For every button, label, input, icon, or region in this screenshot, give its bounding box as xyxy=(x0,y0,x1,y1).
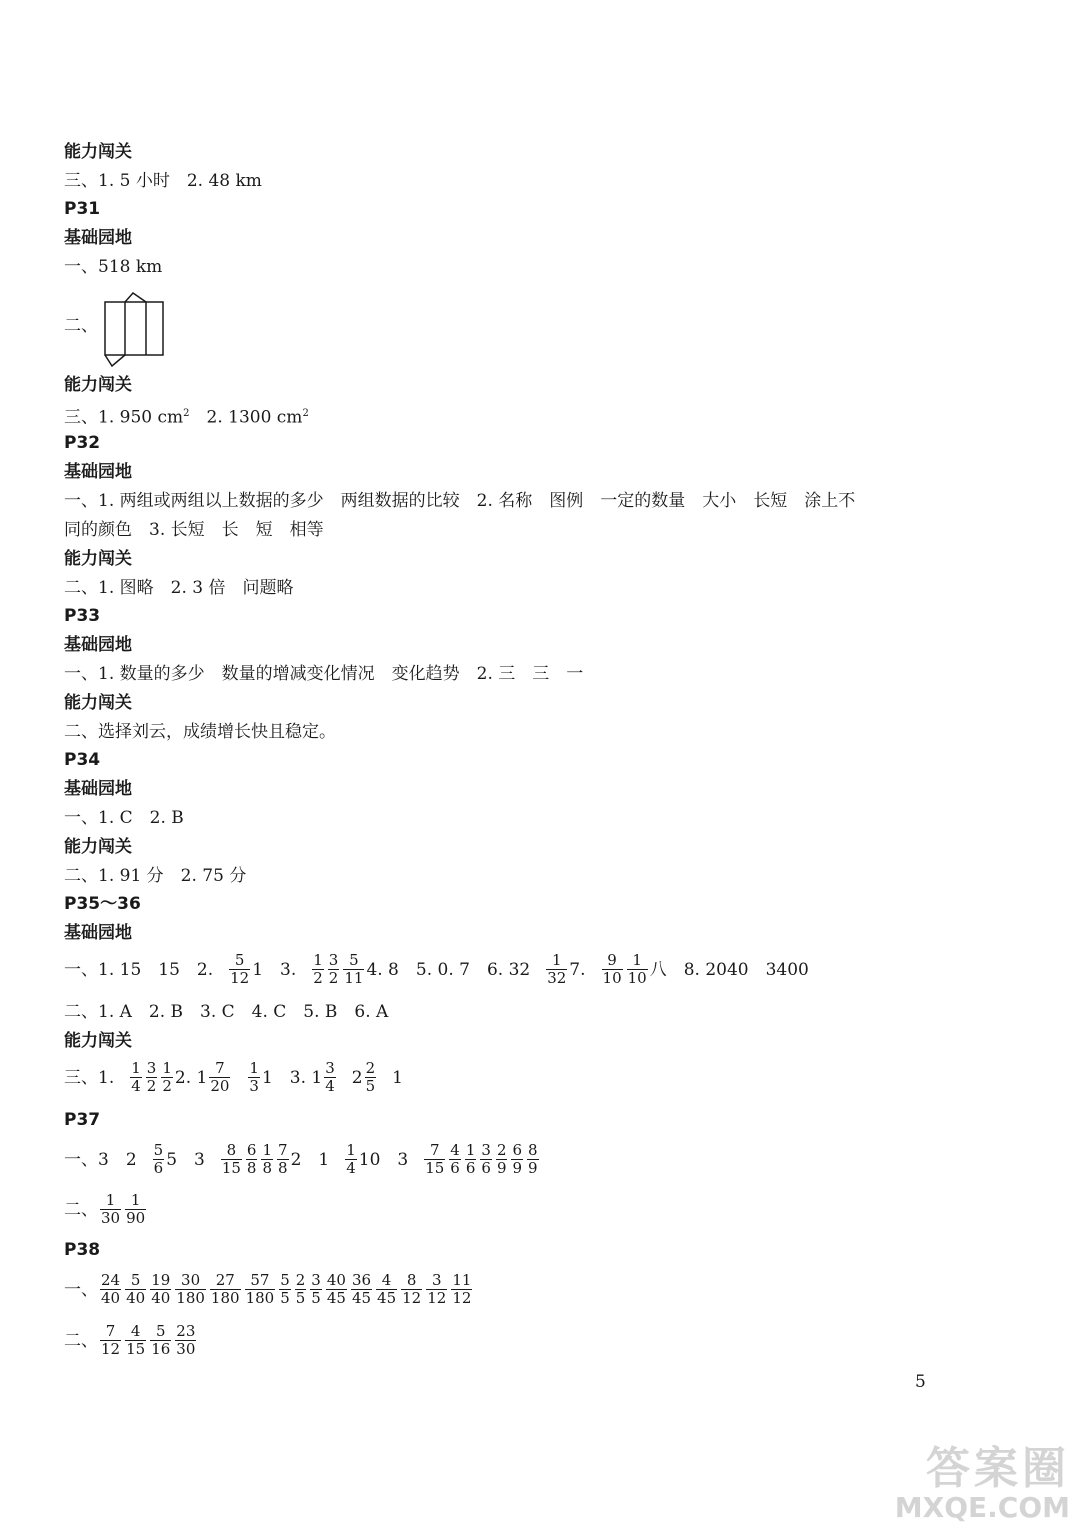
fraction: $\frac{5}{40}$ xyxy=(126,1271,146,1307)
answer-line: 三、1. 5 小时 2. 48 km xyxy=(64,171,262,191)
fraction: $\frac{6}{8}$ xyxy=(246,1141,257,1177)
fraction: $\frac{8}{15}$ xyxy=(221,1141,241,1177)
page-ref-heading: P34 xyxy=(64,750,101,770)
page-ref-heading: P38 xyxy=(64,1240,101,1260)
answer-line: 同的颜色 3. 长短 长 短 相等 xyxy=(64,520,324,540)
fraction: $\frac{8}{9}$ xyxy=(528,1141,538,1177)
heading-ability: 能力闯关 xyxy=(64,549,132,569)
fraction: $\frac{3}{2}$ xyxy=(328,951,339,987)
fraction: $\frac{4}{6}$ xyxy=(450,1141,460,1177)
fraction: $\frac{19}{40}$ xyxy=(151,1271,171,1307)
fraction: $\frac{1}{4}$ xyxy=(131,1059,141,1095)
fraction: $\frac{7}{12}$ xyxy=(101,1322,121,1358)
answer-text: 三、1. 950 cm xyxy=(64,407,184,428)
fraction: $\frac{8}{12}$ xyxy=(402,1271,422,1307)
mixed-number: 2 $\frac{2}{5}$ xyxy=(351,1059,376,1095)
watermark-logo xyxy=(840,1445,1070,1525)
answer-text: 2. 1300 cm xyxy=(189,407,303,428)
answer-line: 二、1. 图略 2. 3 倍 问题略 xyxy=(64,578,294,598)
fraction: $\frac{3}{5}$ xyxy=(311,1271,321,1307)
answer-line xyxy=(64,1142,541,1177)
fraction: $\frac{4}{15}$ xyxy=(126,1322,146,1358)
fraction: $\frac{3}{12}$ xyxy=(427,1271,447,1307)
fraction: $\frac{57}{180}$ xyxy=(245,1271,275,1307)
fraction: $\frac{1}{2}$ xyxy=(313,951,323,987)
prism-net-figure xyxy=(100,290,170,370)
fraction: $\frac{36}{45}$ xyxy=(351,1271,372,1307)
answer-line xyxy=(64,1272,474,1307)
fraction: $\frac{11}{12}$ xyxy=(452,1271,472,1307)
answer-text: 二、 xyxy=(64,1330,98,1351)
fraction: $\frac{1}{4}$ xyxy=(346,1141,356,1177)
answer-text: 2 1 xyxy=(290,1149,330,1170)
heading-ability: 能力闯关 xyxy=(64,693,132,713)
fraction: $\frac{2}{9}$ xyxy=(496,1141,507,1177)
answer-line xyxy=(64,952,823,987)
fraction: $\frac{1}{8}$ xyxy=(262,1141,273,1177)
fraction: $\frac{7}{20}$ xyxy=(210,1059,230,1095)
fraction: $\frac{40}{45}$ xyxy=(326,1271,346,1307)
fraction: $\frac{6}{9}$ xyxy=(512,1141,523,1177)
answer-line: 一、1. 两组或两组以上数据的多少 两组数据的比较 2. 名称 图例 一定的数量 大小 长短 涂上不 xyxy=(64,491,856,511)
fraction: $\frac{3}{4}$ xyxy=(325,1059,335,1095)
heading-basic: 基础园地 xyxy=(64,228,132,248)
heading-basic: 基础园地 xyxy=(64,923,132,943)
fraction: $\frac{3}{2}$ xyxy=(146,1059,157,1095)
fraction: $\frac{2}{5}$ xyxy=(365,1059,376,1095)
fraction: $\frac{2}{5}$ xyxy=(295,1271,306,1307)
answer-line: 一、1. 数量的多少 数量的增减变化情况 变化趋势 2. 三 三 一 xyxy=(64,664,584,684)
fraction: $\frac{9}{10}$ xyxy=(602,951,622,987)
answer-line xyxy=(64,1192,148,1227)
heading-ability: 能力闯关 xyxy=(64,837,132,857)
heading-ability: 能力闯关 xyxy=(64,142,132,162)
heading-ability: 能力闯关 xyxy=(64,1031,132,1051)
watermark-url: MXQE.COM xyxy=(894,1491,1070,1524)
answer-text: 三、1. xyxy=(64,1067,115,1088)
heading-basic: 基础园地 xyxy=(64,779,132,799)
answer-text: 八 8. 2040 3400 xyxy=(649,959,809,980)
fraction: $\frac{5}{6}$ xyxy=(153,1141,164,1177)
answer-line: 二、1. A 2. B 3. C 4. C 5. B 6. A xyxy=(64,1002,389,1022)
fraction: $\frac{7}{15}$ xyxy=(425,1141,445,1177)
answer-line: 二、 xyxy=(64,316,98,336)
answer-text: 1 3. xyxy=(252,959,297,980)
superscript: 2 xyxy=(302,408,309,419)
fraction: $\frac{30}{180}$ xyxy=(176,1271,205,1307)
superscript: 2 xyxy=(183,408,190,419)
answer-line xyxy=(64,1323,198,1358)
answer-text: 一、 xyxy=(64,1279,98,1300)
mixed-number: 2. 1 $\frac{7}{20}$ xyxy=(174,1059,230,1095)
answer-text: 二、 xyxy=(64,1199,98,1220)
fraction: $\frac{3}{6}$ xyxy=(481,1141,491,1177)
answer-line: 一、518 km xyxy=(64,257,163,277)
fraction: $\frac{1}{30}$ xyxy=(101,1191,121,1227)
fraction: $\frac{5}{16}$ xyxy=(151,1322,171,1358)
answer-text: 1 xyxy=(392,1067,403,1088)
fraction: $\frac{5}{5}$ xyxy=(280,1271,290,1307)
fraction: $\frac{5}{11}$ xyxy=(344,951,364,987)
answer-text: 4. 8 5. 0. 7 6. 32 xyxy=(366,959,531,980)
fraction: $\frac{27}{180}$ xyxy=(210,1271,240,1307)
answer-text: 一、3 2 xyxy=(64,1149,137,1170)
answer-line: 一、1. C 2. B xyxy=(64,808,184,828)
page-ref-heading: P33 xyxy=(64,606,101,626)
fraction: $\frac{1}{3}$ xyxy=(249,1059,259,1095)
fraction: $\frac{4}{45}$ xyxy=(377,1271,397,1307)
page-ref-heading: P32 xyxy=(64,433,101,453)
fraction: $\frac{24}{40}$ xyxy=(101,1271,121,1307)
fraction: $\frac{23}{30}$ xyxy=(176,1322,196,1358)
heading-basic: 基础园地 xyxy=(64,462,132,482)
answer-line xyxy=(64,404,309,428)
page-ref-heading: P37 xyxy=(64,1110,101,1130)
answer-text: 5 3 xyxy=(166,1149,205,1170)
fraction: $\frac{7}{8}$ xyxy=(278,1141,288,1177)
page-ref-heading: P35～36 xyxy=(64,894,141,914)
heading-basic: 基础园地 xyxy=(64,635,132,655)
watermark-text: 答案圈 xyxy=(926,1443,1070,1494)
mixed-number: 1 3. 1 $\frac{3}{4}$ xyxy=(261,1059,335,1095)
answer-text: 10 3 xyxy=(358,1149,409,1170)
fraction: $\frac{1}{32}$ xyxy=(547,951,567,987)
heading-ability: 能力闯关 xyxy=(64,375,132,395)
page-ref-heading: P31 xyxy=(64,199,101,219)
fraction: $\frac{5}{12}$ xyxy=(230,951,250,987)
fraction: $\frac{1}{10}$ xyxy=(627,951,647,987)
answer-line xyxy=(64,1060,417,1095)
answer-text: 7. xyxy=(569,959,586,980)
answer-text: 一、1. 15 15 2. xyxy=(64,959,214,980)
answer-line: 二、1. 91 分 2. 75 分 xyxy=(64,866,247,886)
page-number: 5 xyxy=(915,1372,926,1392)
fraction: $\frac{1}{6}$ xyxy=(465,1141,476,1177)
fraction: $\frac{1}{2}$ xyxy=(162,1059,172,1095)
answer-line: 二、选择刘云，成绩增长快且稳定。 xyxy=(64,722,336,742)
fraction: $\frac{1}{90}$ xyxy=(126,1191,146,1227)
